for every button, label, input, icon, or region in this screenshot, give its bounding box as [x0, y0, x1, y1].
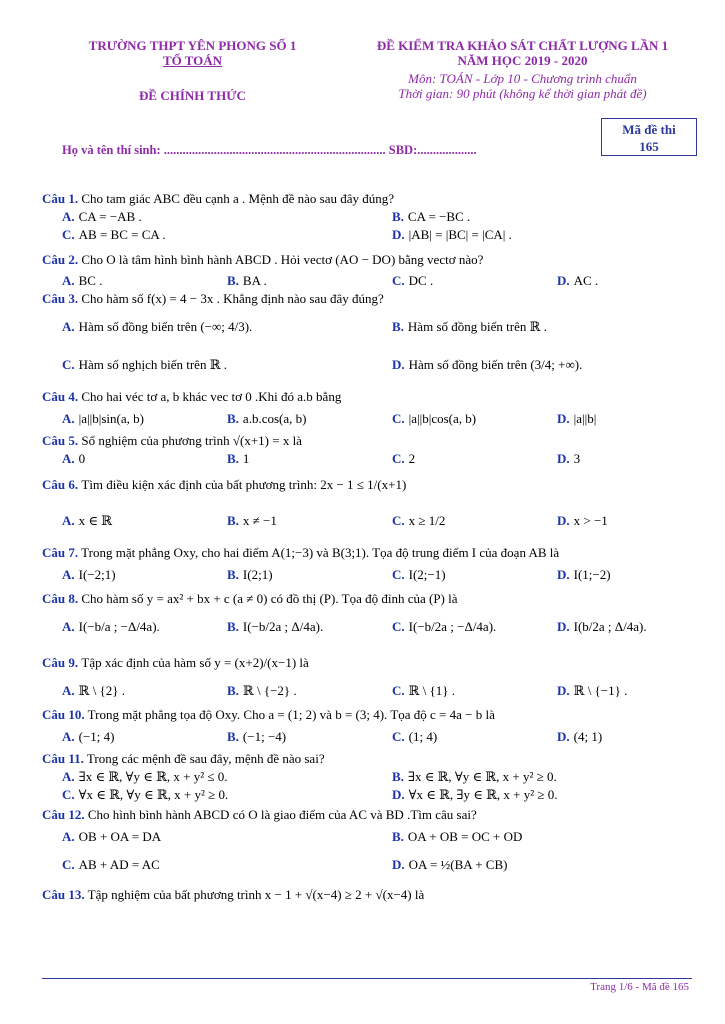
question-1 [42, 190, 702, 244]
footer-divider [42, 978, 692, 979]
school-year: NĂM HỌC 2019 - 2020 [457, 53, 588, 68]
exam-duration: Thời gian: 90 phút (không kể thời gian phát đề) [398, 86, 647, 101]
answer-option[interactable] [42, 450, 207, 468]
option-letter: C. [392, 619, 405, 634]
answer-option[interactable] [537, 450, 702, 468]
option-text: x ≠ −1 [242, 513, 277, 528]
option-text: I(−b/2a ; −Δ/4a). [408, 619, 497, 634]
answer-option[interactable] [42, 608, 207, 646]
option-text: ∀x ∈ ℝ, ∀y ∈ ℝ, x + y² ≥ 0. [78, 787, 229, 802]
question-text: Tập xác định của hàm số y = (x+2)/(x−1) là [81, 655, 309, 670]
answer-option[interactable] [372, 308, 702, 346]
answer-option[interactable] [537, 608, 702, 646]
answer-option[interactable] [537, 272, 702, 290]
question-text: Cho hai véc tơ a, b khác vec tơ 0 .Khi đó a.b bằng [81, 389, 342, 404]
answer-option[interactable] [207, 608, 372, 646]
option-text: |a||b|cos(a, b) [408, 411, 477, 426]
answer-option[interactable] [42, 308, 372, 346]
school-name: TRƯỜNG THPT YÊN PHONG SỐ 1 [88, 38, 297, 53]
option-letter: A. [62, 209, 75, 224]
question-7 [42, 544, 702, 584]
answer-option[interactable] [42, 850, 372, 880]
option-letter: A. [62, 273, 75, 288]
option-text: I(b/2a ; Δ/4a). [573, 619, 647, 634]
question-4 [42, 388, 702, 428]
option-text: 0 [78, 451, 86, 466]
option-text: (4; 1) [573, 729, 603, 744]
option-letter: A. [62, 513, 75, 528]
option-letter: D. [392, 357, 405, 372]
option-letter: C. [392, 451, 405, 466]
option-letter: A. [62, 411, 75, 426]
option-letter: B. [227, 619, 239, 634]
question-text: Cho hình bình hành ABCD có O là giao điểm của AC và BD .Tìm câu sai? [87, 807, 477, 822]
option-text: (−1; −4) [242, 729, 287, 744]
option-text: Hàm số đồng biến trên (−∞; 4/3). [78, 319, 253, 334]
option-letter: D. [557, 513, 570, 528]
question-number: Câu 7. [42, 545, 79, 560]
answer-option[interactable] [537, 728, 702, 746]
option-letter: D. [557, 411, 570, 426]
question-number: Câu 10. [42, 707, 85, 722]
answer-option[interactable] [42, 410, 207, 428]
answer-option[interactable] [372, 208, 702, 226]
answer-option[interactable] [537, 682, 702, 700]
question-3 [42, 290, 702, 384]
answer-option[interactable] [372, 768, 702, 786]
exam-title: ĐỀ KIỂM TRA KHẢO SÁT CHẤT LƯỢNG LẦN 1 [376, 38, 669, 53]
answer-option[interactable] [42, 502, 207, 540]
question-number: Câu 12. [42, 807, 85, 822]
option-letter: D. [557, 683, 570, 698]
exam-code-label: Mã đề thi [622, 122, 676, 137]
option-text: CA = −AB . [78, 209, 142, 224]
option-letter: D. [392, 227, 405, 242]
option-text: BA . [242, 273, 267, 288]
option-letter: D. [392, 787, 405, 802]
option-letter: D. [557, 273, 570, 288]
question-number: Câu 1. [42, 191, 79, 206]
option-letter: B. [392, 829, 404, 844]
option-letter: B. [227, 411, 239, 426]
answer-option[interactable] [372, 346, 702, 384]
answer-option[interactable] [372, 850, 702, 880]
option-text: x > −1 [573, 513, 608, 528]
option-text: DC . [408, 273, 434, 288]
option-letter: A. [62, 829, 75, 844]
department-name: TỔ TOÁN [162, 53, 223, 68]
question-text: Cho O là tâm hình bình hành ABCD . Hỏi vectơ (AO − DO) bằng vectơ nào? [81, 252, 484, 267]
question-list [42, 190, 702, 906]
question-number: Câu 9. [42, 655, 79, 670]
question-text: Cho hàm số y = ax² + bx + c (a ≠ 0) có đồ thị (P). Tọa độ đỉnh của (P) là [81, 591, 458, 606]
option-text: I(2;1) [242, 567, 273, 582]
option-text: AC . [573, 273, 599, 288]
option-text: (1; 4) [408, 729, 438, 744]
option-text: x ≥ 1/2 [408, 513, 446, 528]
question-number: Câu 11. [42, 751, 84, 766]
question-text: Cho tam giác ABC đều cạnh a . Mệnh đề nào sau đây đúng? [81, 191, 395, 206]
question-text: Trong các mệnh đề sau đây, mệnh đề nào sai? [86, 751, 325, 766]
option-text: I(−b/a ; −Δ/4a). [78, 619, 160, 634]
option-letter: C. [62, 857, 75, 872]
answer-option[interactable] [42, 346, 372, 384]
option-letter: B. [227, 513, 239, 528]
answer-option[interactable] [42, 208, 372, 226]
question-10 [42, 706, 702, 746]
option-letter: A. [62, 567, 75, 582]
answer-option[interactable] [372, 682, 537, 700]
option-letter: D. [392, 857, 405, 872]
option-letter: A. [62, 619, 75, 634]
option-text: I(1;−2) [573, 567, 611, 582]
option-text: OA = ½(BA + CB) [408, 857, 508, 872]
option-letter: B. [227, 567, 239, 582]
question-number: Câu 13. [42, 887, 85, 902]
option-letter: A. [62, 319, 75, 334]
question-number: Câu 3. [42, 291, 79, 306]
question-2 [42, 248, 702, 290]
option-text: ∃x ∈ ℝ, ∀y ∈ ℝ, x + y² ≥ 0. [407, 769, 557, 784]
option-letter: B. [392, 769, 404, 784]
question-9 [42, 646, 702, 700]
option-text: OA + OB = OC + OD [407, 829, 523, 844]
answer-option[interactable] [537, 410, 702, 428]
answer-option[interactable] [207, 450, 372, 468]
option-letter: D. [557, 567, 570, 582]
option-letter: B. [227, 683, 239, 698]
answer-option[interactable] [372, 272, 537, 290]
option-letter: B. [227, 729, 239, 744]
option-text: 3 [573, 451, 581, 466]
question-number: Câu 4. [42, 389, 79, 404]
option-text: ∀x ∈ ℝ, ∃y ∈ ℝ, x + y² ≥ 0. [408, 787, 558, 802]
question-number: Câu 6. [42, 477, 79, 492]
answer-option[interactable] [207, 502, 372, 540]
exam-code-value: 165 [639, 139, 659, 154]
option-letter: B. [227, 273, 239, 288]
answer-option[interactable] [207, 410, 372, 428]
option-letter: C. [392, 411, 405, 426]
official-label: ĐỀ CHÍNH THỨC [139, 88, 246, 103]
option-text: |a||b|sin(a, b) [78, 411, 144, 426]
answer-option[interactable] [372, 728, 537, 746]
option-text: AB + AD = AC [78, 857, 160, 872]
option-letter: A. [62, 451, 75, 466]
option-text: OB + OA = DA [78, 829, 162, 844]
answer-option[interactable] [537, 502, 702, 540]
option-letter: D. [557, 619, 570, 634]
question-number: Câu 2. [42, 252, 79, 267]
option-letter: B. [392, 319, 404, 334]
option-text: ℝ \ {1} . [408, 683, 456, 698]
exam-subject: Môn: TOÁN - Lớp 10 - Chương trình chuẩn [408, 71, 637, 86]
option-letter: C. [392, 729, 405, 744]
option-text: |AB| = |BC| = |CA| . [408, 227, 512, 242]
page-footer: Trang 1/6 - Mã đề 165 [590, 981, 689, 993]
option-text: AB = BC = CA . [78, 227, 166, 242]
option-letter: C. [392, 567, 405, 582]
answer-option[interactable] [372, 824, 702, 850]
option-letter: A. [62, 729, 75, 744]
answer-option[interactable] [372, 450, 537, 468]
option-text: ℝ \ {−2} . [242, 683, 297, 698]
option-text: |a||b| [573, 411, 597, 426]
option-text: Hàm số nghịch biến trên ℝ . [78, 357, 227, 372]
school-block [70, 38, 315, 68]
answer-option[interactable] [42, 786, 372, 804]
option-text: I(−2;1) [78, 567, 116, 582]
candidate-line: Họ và tên thí sinh: ....................................................................... SBD:................... [62, 143, 477, 157]
answer-option[interactable] [372, 226, 702, 244]
answer-option[interactable] [42, 728, 207, 746]
answer-option[interactable] [42, 272, 207, 290]
question-text: Tìm điều kiện xác định của bất phương trình: 2x − 1 ≤ 1/(x+1) [81, 477, 407, 492]
option-text: 2 [408, 451, 416, 466]
option-text: I(−b/2a ; Δ/4a). [242, 619, 324, 634]
option-letter: C. [392, 683, 405, 698]
answer-option[interactable] [207, 728, 372, 746]
option-letter: A. [62, 683, 75, 698]
question-12 [42, 806, 702, 880]
option-text: BC . [78, 273, 103, 288]
answer-option[interactable] [537, 566, 702, 584]
option-letter: C. [392, 273, 405, 288]
question-5 [42, 432, 702, 468]
question-number: Câu 8. [42, 591, 79, 606]
question-text: Số nghiệm của phương trình √(x+1) = x là [81, 433, 302, 448]
option-text: Hàm số đồng biến trên (3/4; +∞). [408, 357, 583, 372]
question-text: Trong mặt phẳng Oxy, cho hai điểm A(1;−3) và B(3;1). Tọa độ trung điểm I của đoạn AB là [81, 545, 560, 560]
option-letter: B. [227, 451, 239, 466]
answer-option[interactable] [42, 768, 372, 786]
option-text: (−1; 4) [78, 729, 115, 744]
answer-option[interactable] [372, 566, 537, 584]
question-6 [42, 468, 702, 540]
answer-option[interactable] [207, 272, 372, 290]
question-8 [42, 590, 702, 646]
option-text: ∃x ∈ ℝ, ∀y ∈ ℝ, x + y² ≤ 0. [78, 769, 228, 784]
answer-option[interactable] [372, 502, 537, 540]
question-text: Tập nghiệm của bất phương trình x − 1 + √(x−4) ≥ 2 + √(x−4) là [87, 887, 425, 902]
option-letter: D. [557, 729, 570, 744]
option-text: CA = −BC . [407, 209, 471, 224]
option-letter: C. [62, 787, 75, 802]
question-13 [42, 884, 702, 906]
answer-option[interactable] [42, 226, 372, 244]
answer-option[interactable] [42, 682, 207, 700]
option-letter: C. [62, 357, 75, 372]
answer-option[interactable] [372, 410, 537, 428]
exam-subtitle [345, 71, 700, 101]
answer-option[interactable] [42, 824, 372, 850]
option-letter: D. [557, 451, 570, 466]
exam-code-box [601, 118, 697, 156]
option-letter: C. [392, 513, 405, 528]
option-letter: A. [62, 769, 75, 784]
question-text: Cho hàm số f(x) = 4 − 3x . Khẳng định nào sau đây đúng? [81, 291, 384, 306]
option-letter: C. [62, 227, 75, 242]
exam-heading [345, 38, 700, 68]
answer-option[interactable] [207, 682, 372, 700]
question-11 [42, 750, 702, 804]
option-text: ℝ \ {2} . [78, 683, 126, 698]
option-text: a.b.cos(a, b) [242, 411, 307, 426]
option-text: I(2;−1) [408, 567, 446, 582]
answer-option[interactable] [207, 566, 372, 584]
answer-option[interactable] [372, 786, 702, 804]
question-number: Câu 5. [42, 433, 79, 448]
option-letter: B. [392, 209, 404, 224]
answer-option[interactable] [42, 566, 207, 584]
answer-option[interactable] [372, 608, 537, 646]
option-text: Hàm số đồng biến trên ℝ . [407, 319, 547, 334]
question-text: Trong mặt phẳng tọa độ Oxy. Cho a = (1; 2) và b = (3; 4). Tọa độ c = 4a − b là [87, 707, 495, 722]
option-text: x ∈ ℝ [78, 513, 113, 528]
option-text: ℝ \ {−1} . [573, 683, 628, 698]
option-text: 1 [242, 451, 250, 466]
